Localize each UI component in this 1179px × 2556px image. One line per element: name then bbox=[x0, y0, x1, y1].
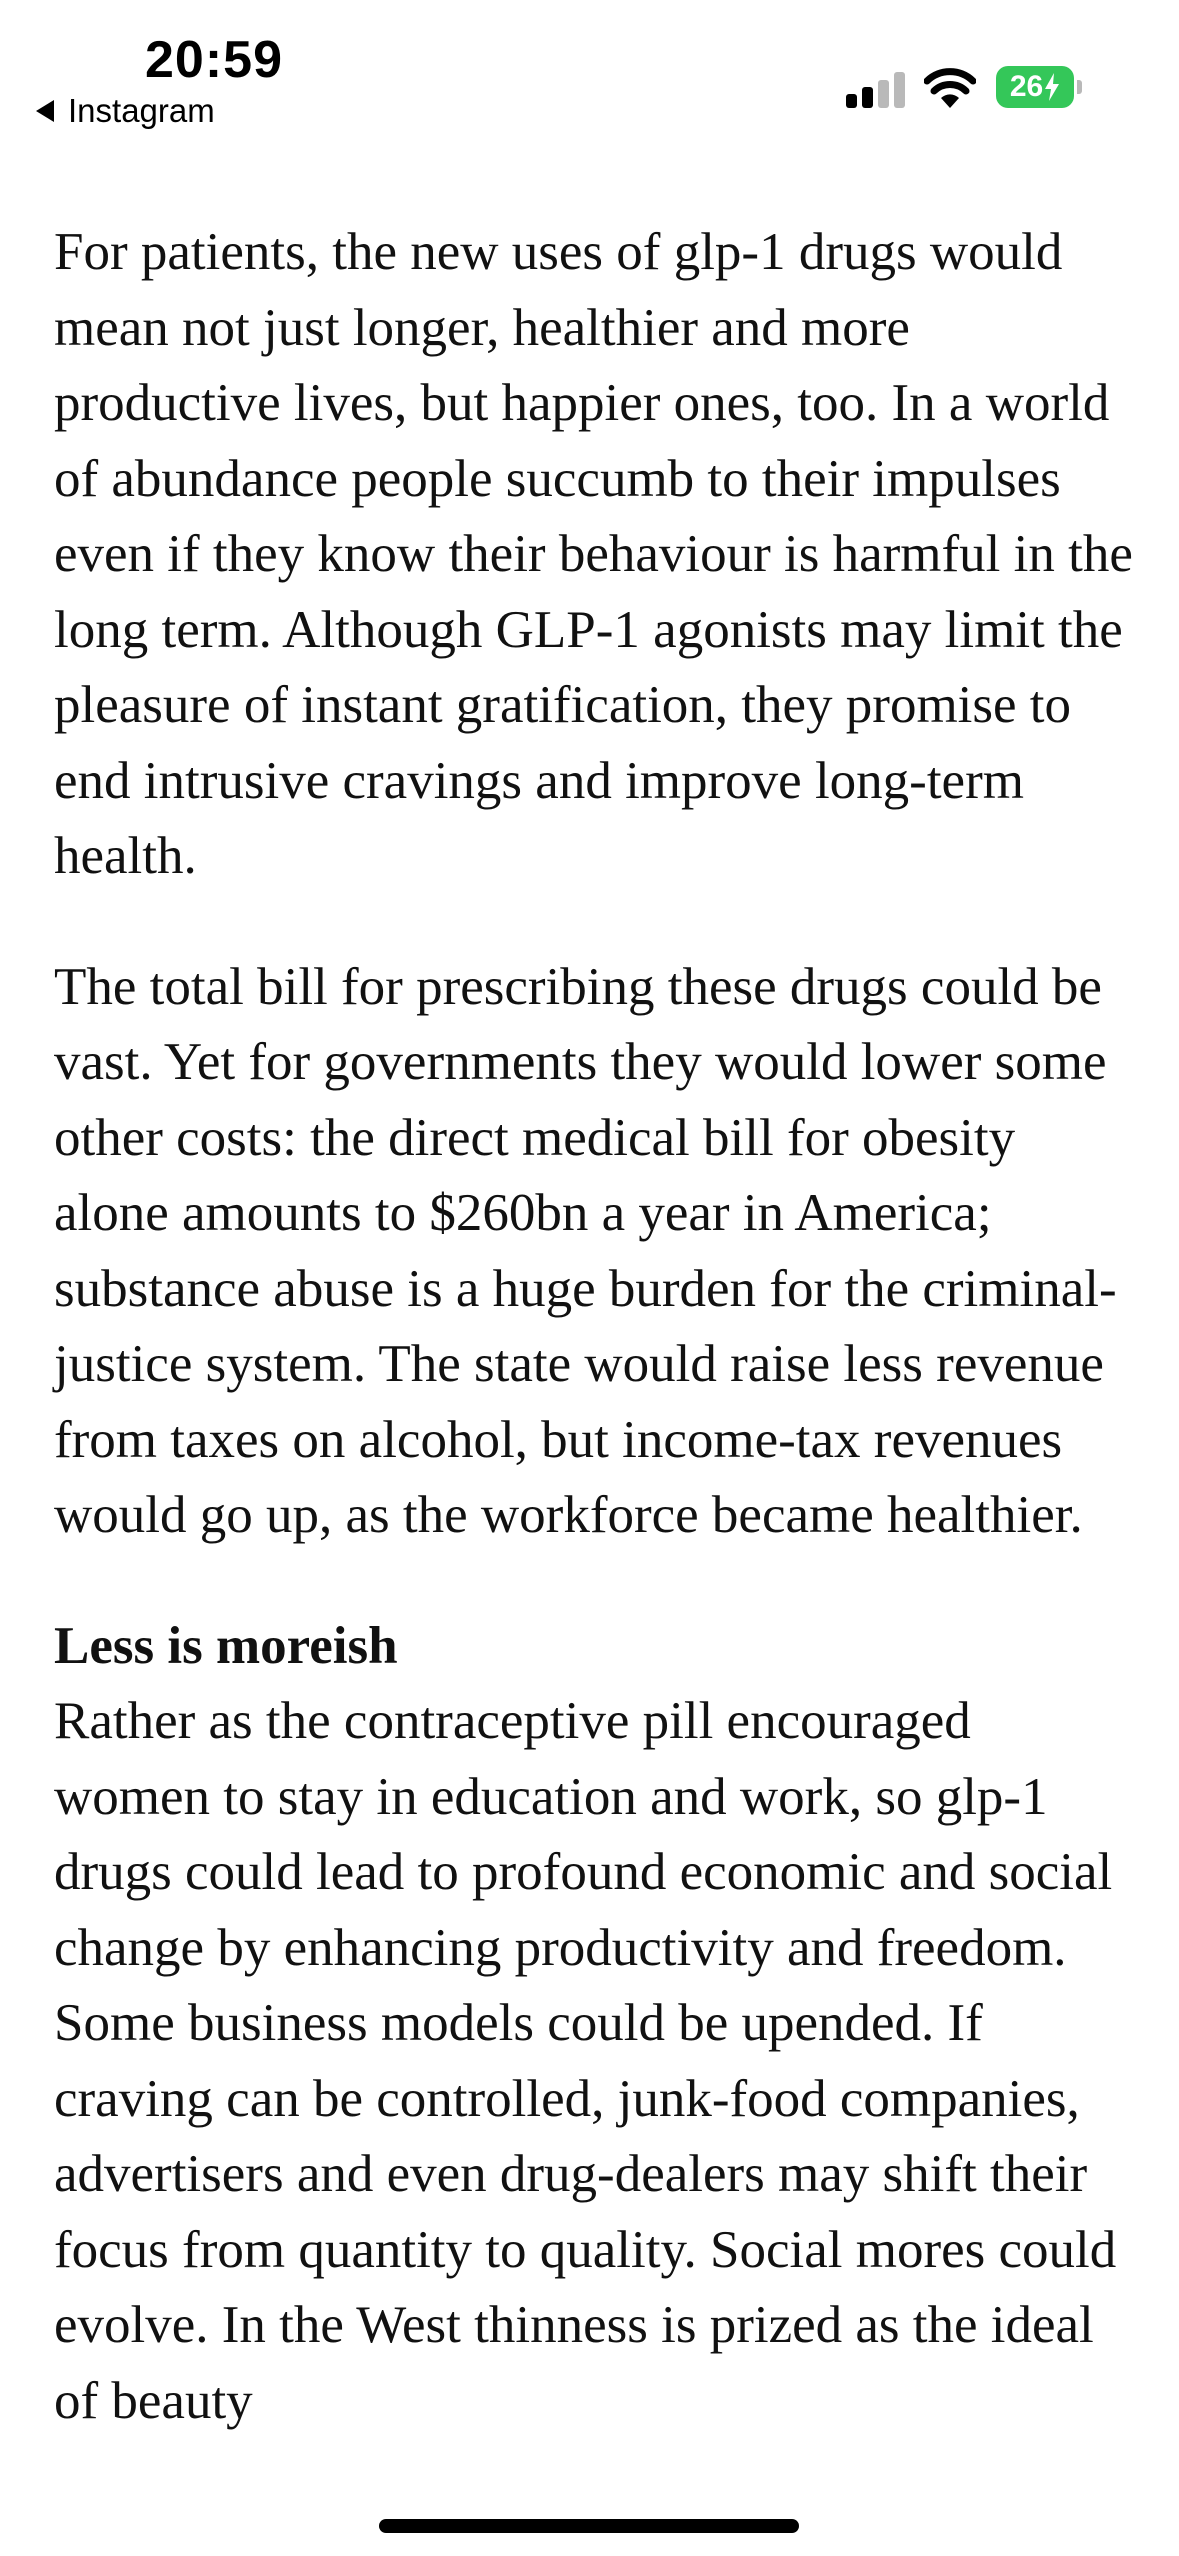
home-indicator[interactable] bbox=[379, 2519, 799, 2533]
back-triangle-icon bbox=[36, 100, 54, 122]
article-paragraph: The total bill for prescribing these drugs could be vast. Yet for governments they would lower some other costs: the direct medical bill for obesity alone amounts to $260bn a year in America; substance abuse is a huge burden for the criminal-justice system. The state would raise less revenue from taxes on alcohol, but income-tax revenues would go up, as the workforce became healthier. bbox=[54, 957, 1117, 1544]
cellular-signal-icon bbox=[846, 72, 906, 108]
status-time: 20:59 bbox=[145, 31, 283, 89]
back-to-app-button[interactable] bbox=[36, 92, 215, 130]
battery-charging-icon bbox=[996, 66, 1082, 108]
section-subheading: Less is moreish bbox=[54, 1616, 398, 1675]
battery-percentage: 26 bbox=[1009, 70, 1044, 103]
battery-level bbox=[996, 66, 1074, 108]
article-paragraph: Rather as the contraceptive pill encouraged women to stay in education and work, so glp-1 drugs could lead to profound economic and social change by enhancing productivity and freedom. Some business models could be upended. If craving can be controlled, junk-food companies, advertisers and even drug-dealers may shift their focus from quantity to quality. Social mores could evolve. In the West thinness is prized as the ideal of beauty bbox=[54, 1692, 1117, 2430]
battery-cap bbox=[1077, 80, 1082, 94]
charging-bolt-icon bbox=[1044, 73, 1060, 101]
wifi-icon bbox=[924, 66, 976, 110]
article-body bbox=[54, 215, 1134, 2494]
status-bar bbox=[0, 0, 1179, 140]
article-paragraph: For patients, the new uses of glp-1 drugs would mean not just longer, healthier and more productive lives, but happier ones, too. In a world of abundance people succumb to their impulses even if they know their behaviour is harmful in the long term. Although GLP-1 agonists may limit the pleasure of instant gratification, they promise to end intrusive cravings and improve long-term health. bbox=[54, 223, 1133, 885]
back-app-label: Instagram bbox=[68, 92, 215, 129]
